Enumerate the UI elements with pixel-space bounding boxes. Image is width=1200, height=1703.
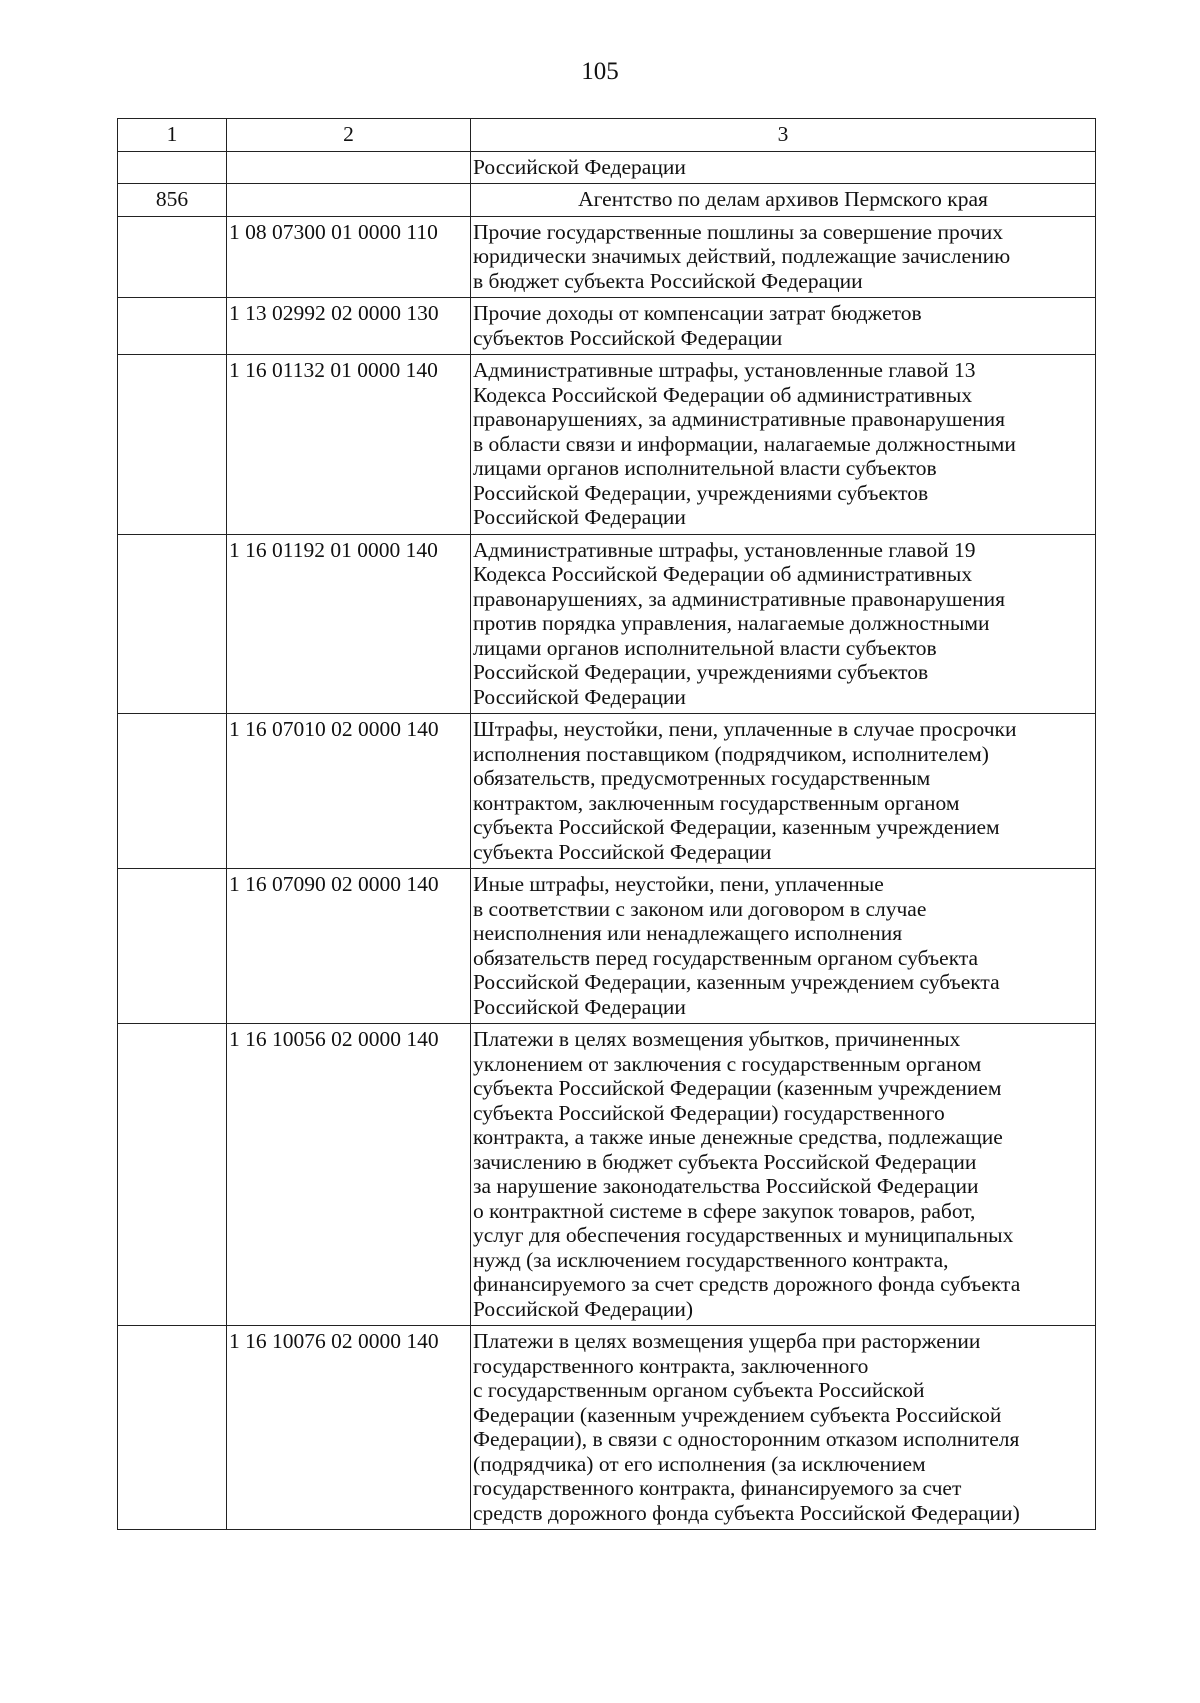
table-row [118, 216, 1096, 298]
revenue-code-cell: 1 16 07090 02 0000 140 [227, 869, 471, 1024]
description-line: обязательств, предусмотренных государственным [473, 766, 931, 790]
description-line: Прочие доходы от компенсации затрат бюджетов [473, 301, 922, 325]
description-cell [471, 298, 1096, 355]
description-line: в области связи и информации, налагаемые должностными [473, 431, 1016, 456]
header-col-2: 2 [227, 119, 471, 152]
description-line: уклонением от заключения с государственным органом [473, 1051, 982, 1076]
description-cell [471, 151, 1096, 184]
revenue-code-cell [227, 151, 471, 184]
admin-code-cell [118, 298, 227, 355]
description-cell [471, 355, 1096, 535]
table-row [118, 714, 1096, 869]
table-row [118, 1326, 1096, 1530]
description-line: Российской Федерации [473, 994, 686, 1019]
description-line: Федерации (казенным учреждением субъекта Российской [473, 1402, 1002, 1427]
header-col-3: 3 [471, 119, 1096, 152]
description-cell [471, 1024, 1096, 1326]
description-line: в соответствии с законом или договором в случае [473, 896, 927, 921]
description-line: Административные штрафы, установленные главой 13 [473, 358, 976, 382]
admin-code-cell [118, 216, 227, 298]
revenue-codes-table [117, 118, 1096, 1530]
admin-code-cell [118, 534, 227, 714]
table-row [118, 298, 1096, 355]
description-line: контракта, а также иные денежные средства, подлежащие [473, 1125, 1003, 1149]
description-line: средств дорожного фонда субъекта Российской Федерации) [473, 1500, 1020, 1525]
description-line: субъекта Российской Федерации, казенным учреждением [473, 815, 1000, 839]
description-line: государственного контракта, заключенного [473, 1353, 869, 1378]
description-line: Платежи в целях возмещения убытков, причиненных [473, 1027, 961, 1051]
description-line: субъекта Российской Федерации) государственного [473, 1100, 945, 1125]
description-line: юридически значимых действий, подлежащие зачислению [473, 244, 1011, 268]
description-line: обязательств перед государственным органом субъекта [473, 945, 979, 970]
description-line: Административные штрафы, установленные главой 19 [473, 537, 976, 562]
admin-code-cell [118, 714, 227, 869]
admin-code-cell [118, 151, 227, 184]
header-col-1: 1 [118, 119, 227, 152]
description-line: государственного контракта, финансируемого за счет [473, 1476, 962, 1500]
revenue-code-cell: 1 13 02992 02 0000 130 [227, 298, 471, 355]
description-line: контрактом, заключенным государственным органом [473, 790, 960, 815]
description-line: Федерации), в связи с односторонним отказом исполнителя [473, 1427, 1020, 1451]
admin-code-cell: 856 [118, 184, 227, 217]
table-row [118, 869, 1096, 1024]
description-cell [471, 216, 1096, 298]
revenue-code-cell: 1 16 01192 01 0000 140 [227, 534, 471, 714]
description-line: Прочие государственные пошлины за совершение прочих [473, 219, 1003, 244]
table-row [118, 534, 1096, 714]
description-line: Российской Федерации, казенным учреждением субъекта [473, 970, 1000, 994]
description-line: субъекта Российской Федерации (казенным учреждением [473, 1076, 1002, 1100]
description-line: субъектов Российской Федерации [473, 325, 783, 350]
table-row [118, 151, 1096, 184]
description-line: правонарушениях, за административные правонарушения [473, 586, 1006, 611]
description-line: за нарушение законодательства Российской Федерации [473, 1174, 979, 1198]
description-line: неисполнения или ненадлежащего исполнения [473, 921, 903, 945]
revenue-code-cell: 1 16 10076 02 0000 140 [227, 1326, 471, 1530]
description-line: финансируемого за счет средств дорожного фонда субъекта [473, 1272, 1021, 1296]
description-line: Российской Федерации [473, 684, 686, 709]
admin-code-cell [118, 869, 227, 1024]
description-line: субъекта Российской Федерации [473, 839, 772, 864]
admin-code-cell [118, 1024, 227, 1326]
description-cell [471, 1326, 1096, 1530]
description-line: Платежи в целях возмещения ущерба при расторжении [473, 1329, 981, 1353]
description-line: (подрядчика) от его исполнения (за исключением [473, 1451, 926, 1476]
description-line: Российской Федерации, учреждениями субъектов [473, 480, 929, 505]
description-line: лицами органов исполнительной власти субъектов [473, 635, 937, 660]
description-line: против порядка управления, налагаемые должностными [473, 611, 990, 635]
description-line: с государственным органом субъекта Российской [473, 1378, 925, 1402]
description-line: правонарушениях, за административные правонарушения [473, 407, 1006, 431]
revenue-code-cell [227, 184, 471, 217]
description-line: Агентство по делам архивов Пермского края [578, 187, 988, 211]
table-row [118, 355, 1096, 535]
admin-code-cell [118, 355, 227, 535]
description-cell [471, 534, 1096, 714]
description-line: Кодекса Российской Федерации об административных [473, 382, 973, 407]
table-header-row [118, 119, 1096, 152]
description-line: Российской Федерации, учреждениями субъектов [473, 660, 929, 684]
description-cell [471, 184, 1096, 217]
description-line: Штрафы, неустойки, пени, уплаченные в случае просрочки [473, 717, 1017, 741]
page-number: 105 [581, 58, 619, 85]
description-line: нужд (за исключением государственного контракта, [473, 1247, 949, 1272]
description-cell [471, 714, 1096, 869]
description-line: Иные штрафы, неустойки, пени, уплаченные [473, 872, 884, 896]
description-line: в бюджет субъекта Российской Федерации [473, 268, 863, 293]
description-line: исполнения поставщиком (подрядчиком, исполнителем) [473, 741, 989, 766]
description-line: услуг для обеспечения государственных и муниципальных [473, 1223, 1014, 1247]
table-row [118, 1024, 1096, 1326]
description-line: Российской Федерации [473, 505, 686, 529]
description-line: о контрактной системе в сфере закупок товаров, работ, [473, 1198, 976, 1223]
revenue-code-cell: 1 16 01132 01 0000 140 [227, 355, 471, 535]
description-line: Российской Федерации) [473, 1296, 694, 1321]
admin-code-cell [118, 1326, 227, 1530]
revenue-code-cell: 1 16 10056 02 0000 140 [227, 1024, 471, 1326]
description-line: Кодекса Российской Федерации об административных [473, 562, 973, 586]
description-line: зачислению в бюджет субъекта Российской Федерации [473, 1149, 977, 1174]
description-cell [471, 869, 1096, 1024]
description-line: лицами органов исполнительной власти субъектов [473, 456, 937, 480]
revenue-code-cell: 1 08 07300 01 0000 110 [227, 216, 471, 298]
description-line: Российской Федерации [473, 154, 686, 179]
table-row [118, 184, 1096, 217]
table-body [118, 151, 1096, 1530]
revenue-code-cell: 1 16 07010 02 0000 140 [227, 714, 471, 869]
